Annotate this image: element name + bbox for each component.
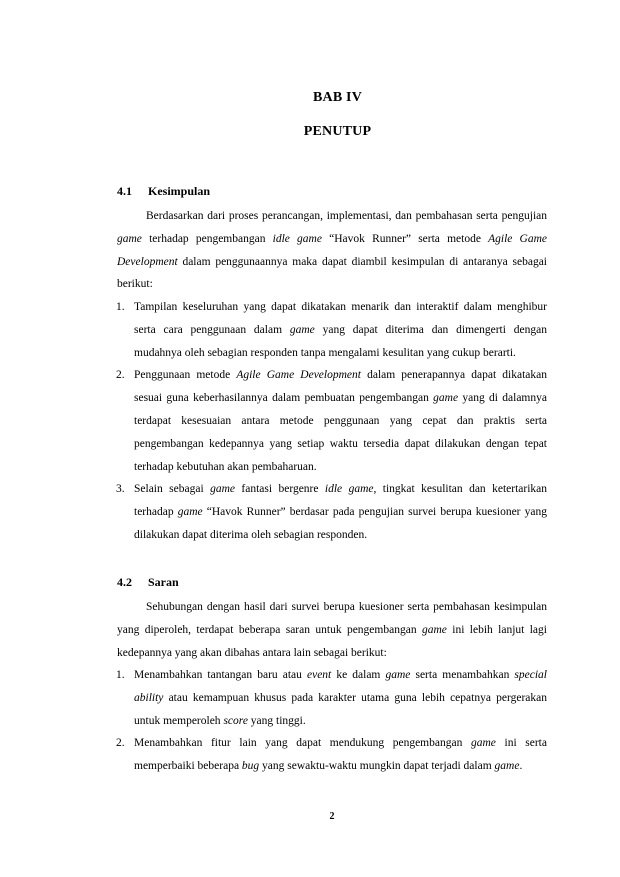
section-heading-saran <box>117 575 179 590</box>
italic-term: score <box>223 714 248 727</box>
text-run: , tingkat kesulitan dan ketertarikan terhadap <box>134 483 547 519</box>
italic-term: game <box>421 623 447 636</box>
list-item <box>117 296 547 364</box>
chapter-label: BAB IV <box>312 90 363 105</box>
list-marker: 3. <box>116 483 125 496</box>
list-item <box>117 664 547 732</box>
text-run: ini lebih lanjut lagi kedepannya yang akan dibahas antara lain sebagai berikut: <box>117 623 547 659</box>
italic-term: game <box>433 392 459 405</box>
list-item <box>117 478 547 546</box>
text-run: Berdasarkan dari proses perancangan, implementasi, dan pembahasan serta pengujian <box>146 210 547 222</box>
italic-term: game <box>289 323 315 336</box>
text-run: terhadap pengembangan <box>141 232 273 245</box>
text-run: fantasi bergenre <box>234 483 325 496</box>
section-title: Kesimpulan <box>148 184 211 198</box>
italic-term: Agile Game Development <box>236 369 361 382</box>
italic-term: idle game <box>272 232 322 245</box>
page-number: 2 <box>329 811 335 822</box>
italic-term: special ability <box>134 669 547 704</box>
section2-intro-paragraph <box>117 596 547 664</box>
text-run: Tampilan keseluruhan yang dapat dikatakan menarik dan interaktif dalam menghibur serta cara penggunaan dalam <box>134 301 547 336</box>
section-number: 4.2 <box>117 575 132 589</box>
text-run: Selain sebagai <box>134 483 211 496</box>
list-item <box>117 364 547 478</box>
section1-intro-text <box>117 210 547 290</box>
section1-intro-paragraph <box>117 205 547 296</box>
text-run: yang di dalamnya terdapat kesesuaian antara metode penggunaan yang cepat dan praktis serta pengembangan kedepannya yang setiap waktu tersedia dapat dilakukan dengan tepat terhadap kebutuhan akan pembaharuan. <box>134 392 547 473</box>
text-run: Sehubungan dengan hasil dari survei berupa kuesioner serta pembahasan kesimpulan yang diperoleh, terdapat beberapa saran untuk pengembangan <box>117 601 547 636</box>
text-run: ke dalam <box>331 669 386 681</box>
italic-term: game <box>177 506 203 519</box>
section-title: Saran <box>148 575 179 589</box>
italic-term: game <box>385 669 411 681</box>
italic-term: game <box>210 483 235 496</box>
italic-term: game <box>494 760 520 773</box>
text-run: . <box>519 760 523 773</box>
text-run: yang tinggi. <box>247 714 306 727</box>
text-run: yang dapat diterima dan dimengerti dengan mudahnya oleh sebagian responden tanpa mengalami kesulitan yang cukup berarti. <box>134 323 547 359</box>
section1-list <box>117 296 547 547</box>
text-run: “Havok Runner” serta metode <box>321 232 489 245</box>
italic-term: Agile Game Development <box>117 232 548 268</box>
text-run: Menambahkan fitur lain yang dapat mendukung pengembangan <box>134 737 471 750</box>
list-marker: 1. <box>116 301 125 313</box>
section-number: 4.1 <box>117 184 132 198</box>
italic-term: event <box>306 669 332 681</box>
italic-term: game <box>117 232 142 245</box>
text-run: serta menambahkan <box>410 669 515 681</box>
text-run: yang sewaktu-waktu mungkin dapat terjadi dalam <box>259 760 495 773</box>
text-run: ini serta memperbaiki beberapa <box>134 737 547 773</box>
text-run: atau kemampuan khusus pada karakter utama guna lebih cepatnya pergerakan untuk memperoleh <box>134 691 547 727</box>
list-item <box>117 732 547 778</box>
text-run: Menambahkan tantangan baru atau <box>134 669 307 681</box>
italic-term: idle game <box>324 483 374 496</box>
text-run: Penggunaan metode <box>134 369 237 382</box>
list-marker: 2. <box>116 737 125 750</box>
chapter-title: PENUTUP <box>303 124 372 139</box>
text-run: dalam penggunaannya maka dapat diambil kesimpulan di antaranya sebagai berikut: <box>117 255 547 291</box>
list-marker: 2. <box>116 369 125 382</box>
italic-term: game <box>470 737 496 750</box>
section2-intro-text <box>117 601 547 659</box>
section2-list <box>117 664 547 778</box>
text-run: dalam penerapannya dapat dikatakan sesuai guna keberhasilannya dalam pembuatan pengembangan <box>134 369 548 405</box>
list-marker: 1. <box>116 669 125 681</box>
italic-term: bug <box>241 760 260 773</box>
section-heading-kesimpulan <box>117 184 210 199</box>
text-run: “Havok Runner” berdasar pada pengujian survei berupa kuesioner yang dilakukan dapat diterima oleh sebagian responden. <box>134 506 547 541</box>
